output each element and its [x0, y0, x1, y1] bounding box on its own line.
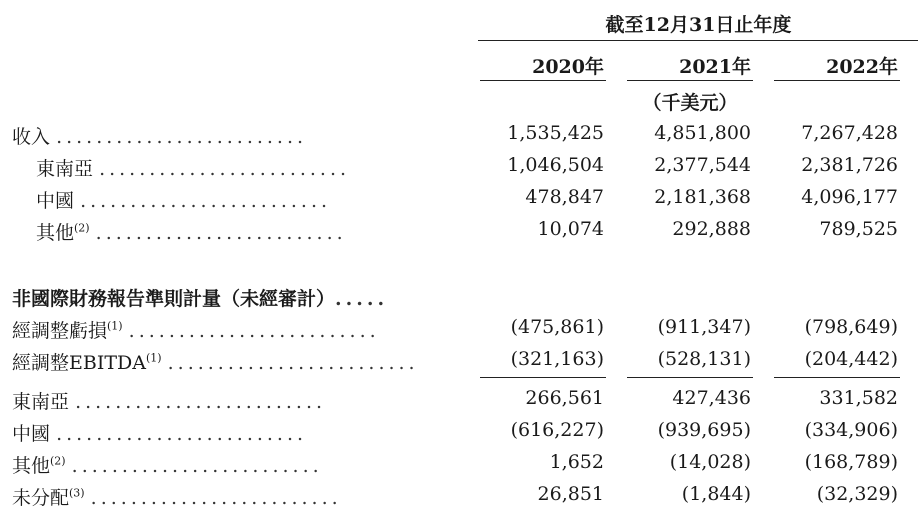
value-2020: (616,227) — [510, 419, 604, 441]
period-rule — [478, 40, 918, 41]
value-2020: 266,561 — [525, 387, 604, 409]
value-2022: 789,525 — [819, 218, 898, 240]
row-label: 東南亞 ......................... — [36, 158, 351, 180]
value-2020: 10,074 — [537, 218, 604, 240]
value-2021: 2,181,368 — [654, 186, 751, 208]
row-label: 其他$^{(2)}$ ......................... — [12, 454, 323, 477]
table-row — [0, 316, 919, 348]
value-2021: (14,028) — [669, 451, 751, 473]
row-label: 經調整虧損$^{(1)}$ ......................... — [12, 319, 380, 342]
table-row — [0, 419, 919, 451]
row-label: 未分配$^{(3)}$ ......................... — [12, 486, 342, 509]
value-2022: (798,649) — [804, 316, 898, 338]
subtotal-rule-2021 — [627, 377, 753, 378]
value-2022: 331,582 — [819, 387, 898, 409]
subtotal-rule-2022 — [774, 377, 900, 378]
value-2022: (334,906) — [804, 419, 898, 441]
value-2021: 2,377,544 — [654, 154, 751, 176]
value-2020: 1,652 — [549, 451, 604, 473]
value-2022: (204,442) — [804, 348, 898, 370]
value-2021: (1,844) — [681, 483, 751, 505]
value-2020: 1,535,425 — [507, 122, 604, 144]
period-heading: 截至12月31日止年度 — [605, 14, 792, 36]
row-label: 其他$^{(2)}$ ......................... — [36, 221, 347, 244]
year-2022: 2022年 — [826, 56, 898, 78]
year-rule-2021 — [627, 80, 753, 81]
value-2020: (321,163) — [510, 348, 604, 370]
value-2021: (911,347) — [657, 316, 751, 338]
unit-label: （千美元） — [642, 92, 738, 114]
year-2020: 2020年 — [532, 56, 604, 78]
value-2021: 4,851,800 — [654, 122, 751, 144]
year-2021: 2021年 — [679, 56, 751, 78]
value-2020: 478,847 — [525, 186, 604, 208]
value-2020: 1,046,504 — [507, 154, 604, 176]
value-2022: 7,267,428 — [801, 122, 898, 144]
table-row — [0, 186, 919, 218]
value-2021: 427,436 — [672, 387, 751, 409]
value-2022: 4,096,177 — [801, 186, 898, 208]
row-label: 東南亞 ......................... — [12, 391, 327, 413]
section-title: 非國際財務報告準則計量（未經審計）..... — [12, 288, 389, 310]
year-rule-2022 — [774, 80, 900, 81]
section-title-row — [0, 284, 919, 316]
value-2020: (475,861) — [510, 316, 604, 338]
value-2020: 26,851 — [537, 483, 604, 505]
table-row — [0, 451, 919, 483]
table-row — [0, 218, 919, 250]
subtotal-rule-2020 — [480, 377, 606, 378]
value-2021: (528,131) — [657, 348, 751, 370]
row-label: 收入 ......................... — [12, 126, 308, 148]
table-row — [0, 348, 919, 380]
value-2022: (168,789) — [804, 451, 898, 473]
year-rule-2020 — [480, 80, 606, 81]
value-2021: (939,695) — [657, 419, 751, 441]
value-2021: 292,888 — [672, 218, 751, 240]
value-2022: (32,329) — [816, 483, 898, 505]
table-row — [0, 122, 919, 154]
row-label: 中國 ......................... — [36, 190, 332, 212]
table-row — [0, 483, 919, 515]
table-row — [0, 154, 919, 186]
row-label: 中國 ......................... — [12, 423, 308, 445]
row-label: 經調整EBITDA$^{(1)}$ ......................... — [12, 351, 419, 374]
value-2022: 2,381,726 — [801, 154, 898, 176]
table-row — [0, 387, 919, 419]
